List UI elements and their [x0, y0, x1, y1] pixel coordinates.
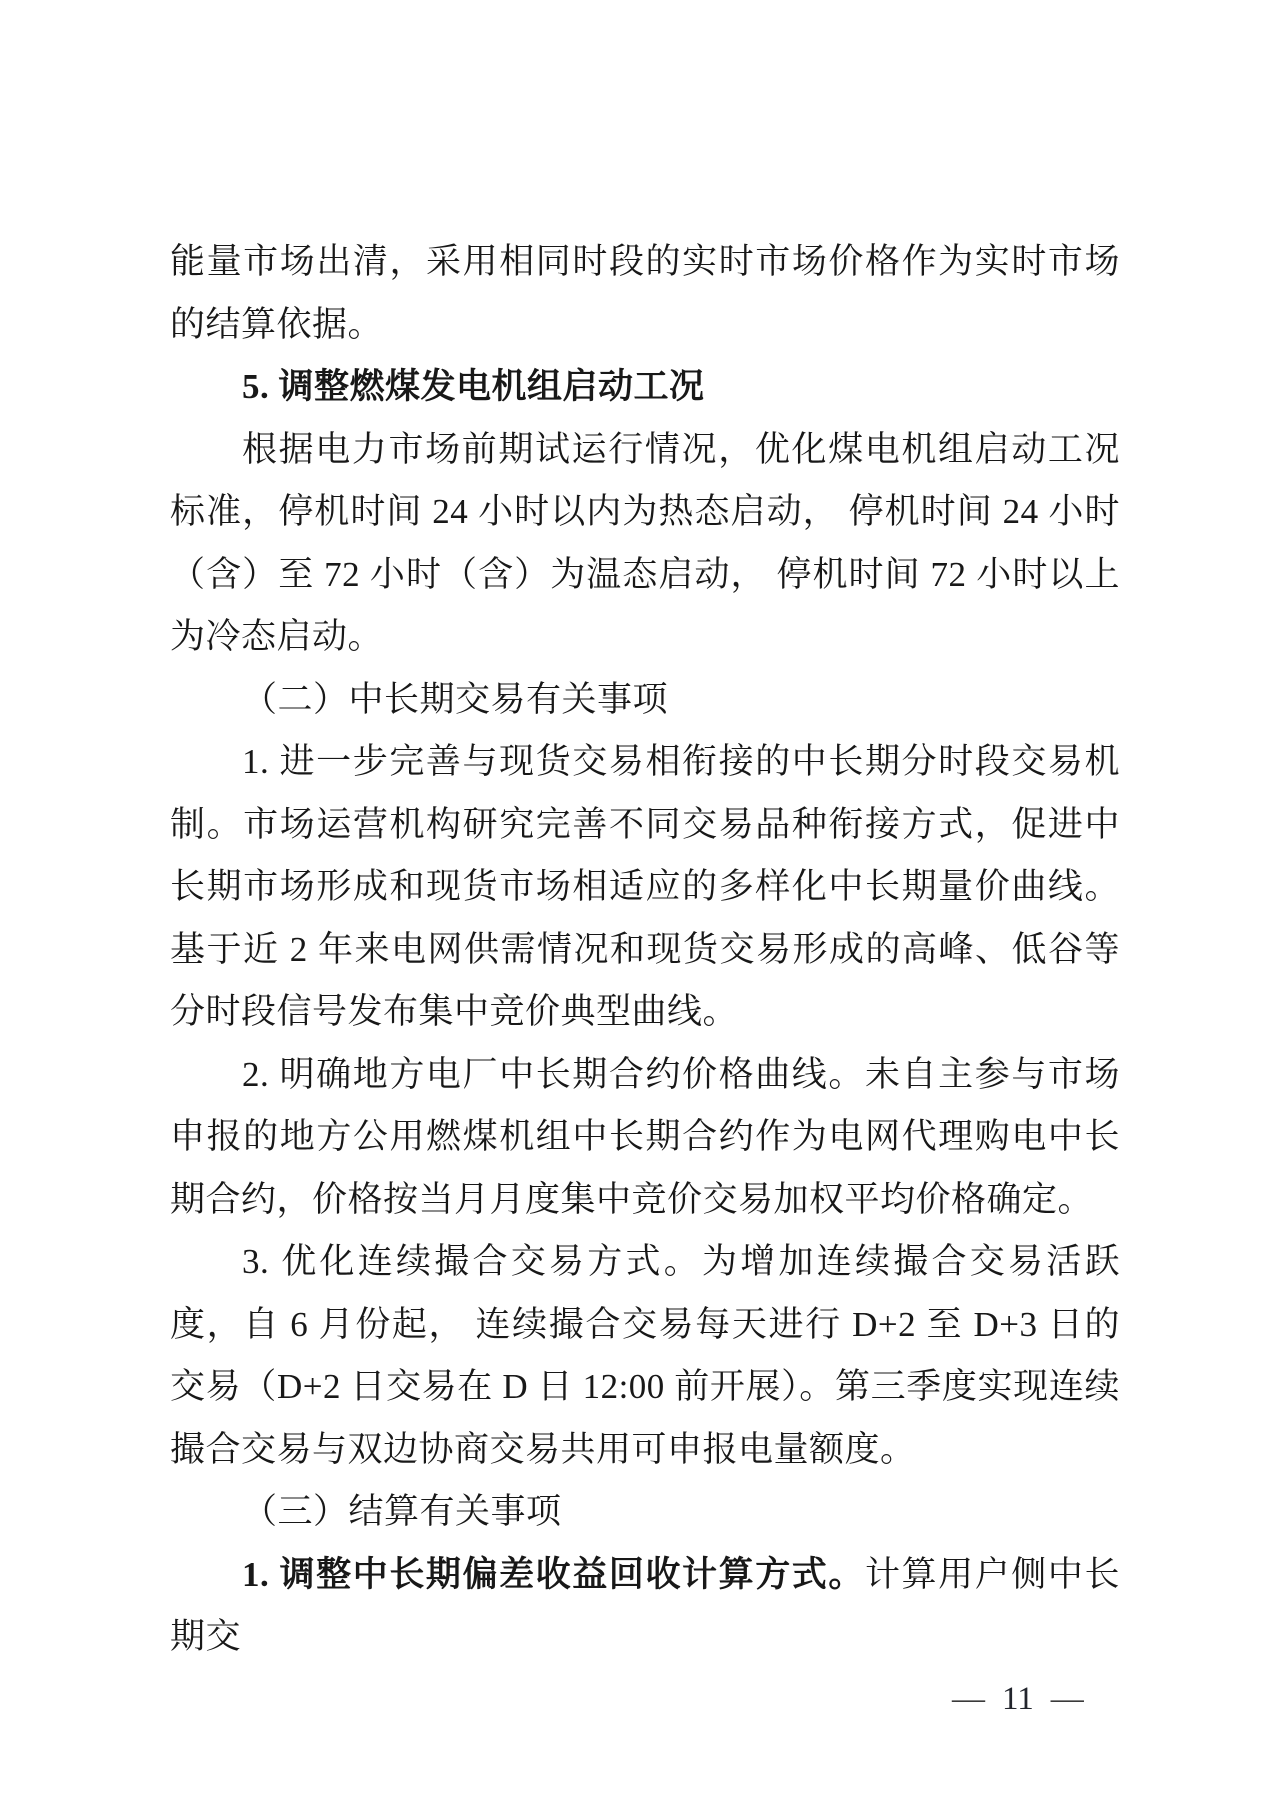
page-number: 11 [1002, 1681, 1034, 1717]
footer-right-dash: — [1050, 1681, 1084, 1717]
settlement-item-1-lead: 1. 调整中长期偏差收益回收计算方式。 [242, 1554, 865, 1594]
footer-left-dash: — [952, 1681, 985, 1717]
paragraph-continuation: 能量市场出清，采用相同时段的实时市场价格作为实时市场的结算依据。 [170, 242, 1120, 344]
paragraph-item-1-midlongterm: 1. 进一步完善与现货交易相衔接的中长期分时段交易机制。市场运营机构研究完善不同交易品种衔接方式，促进中长期市场形成和现货市场相适应的多样化中长期量价曲线。基于近 2 年来电网供需情况和现货交易形成的高峰、低谷等分时段信号发布集中竞价典型曲线。 [170, 742, 1120, 1031]
heading-section-5: 5. 调整燃煤发电机组启动工况 [242, 367, 705, 406]
text-block [170, 231, 1120, 1669]
paragraph-item-2-price-curve: 2. 明确地方电厂中长期合约价格曲线。未自主参与市场申报的地方公用燃煤机组中长期合约作为电网代理购电中长期合约，价格按当月月度集中竞价交易加权平均价格确定。 [170, 1054, 1120, 1219]
paragraph-settlement-item-1 [170, 1544, 1120, 1669]
page-number-footer [952, 1681, 1084, 1718]
settlement-item-1-tail: 计算用户侧中长期交 [170, 1554, 1120, 1656]
heading-part-2: （二）中长期交易有关事项 [242, 679, 669, 719]
heading-part-3: （三）结算有关事项 [242, 1492, 562, 1531]
paragraph-item-3-continuous-trading: 3. 优化连续撮合交易方式。为增加连续撮合交易活跃度，自 6 月份起， 连续撮合交易每天进行 D+2 至 D+3 日的交易（D+2 日交易在 D 日 12:00 前开展）。第三季度实现连续撮合交易与双边协商交易共用可申报电量额度。 [170, 1242, 1120, 1469]
paragraph-startup-conditions: 根据电力市场前期试运行情况，优化煤电机组启动工况标准，停机时间 24 小时以内为热态启动， 停机时间 24 小时（含）至 72 小时（含）为温态启动， 停机时间 72 小时以上为冷态启动。 [170, 429, 1120, 656]
